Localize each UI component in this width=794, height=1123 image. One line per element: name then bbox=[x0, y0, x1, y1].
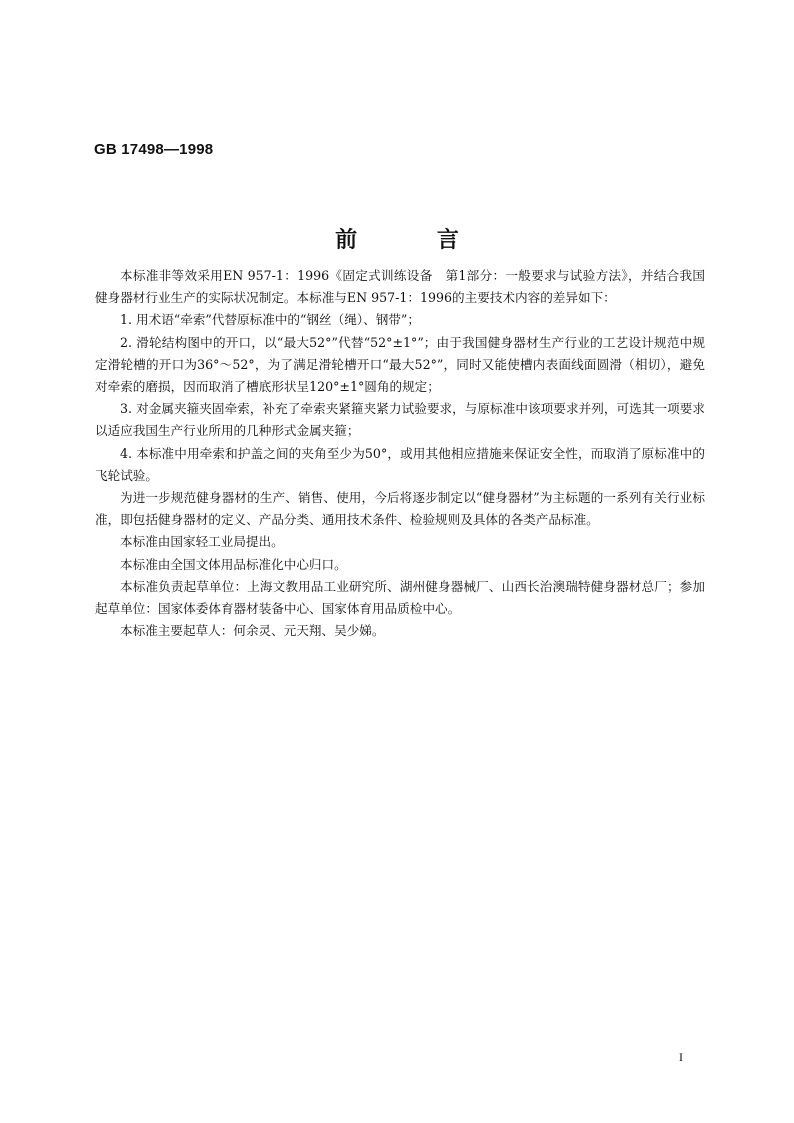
preface-paragraph: 本标准主要起草人：何余灵、元天翔、吴少娣。 bbox=[120, 623, 385, 639]
preface-paragraph: 本标准负责起草单位：上海文教用品工业研究所、湖州健身器械厂、山西长治澳瑞特健身器材总厂；参加起草单位：国家体委体育器材装备中心、国家体育用品质检中心。 bbox=[95, 578, 705, 617]
preface-body bbox=[95, 265, 705, 642]
page-title: 前 言 bbox=[335, 228, 495, 253]
page-number: I bbox=[679, 1050, 683, 1064]
preface-paragraph: 本标准由国家轻工业局提出。 bbox=[120, 534, 284, 550]
preface-paragraph: 3. 对金属夹箍夹固牵索，补充了牵索夹紧箍夹紧力试验要求，与原标准中该项要求并列，可选其一项要求以适应我国生产行业所用的几种形式金属夹箍； bbox=[95, 401, 705, 439]
preface-paragraph: 2. 滑轮结构图中的开口，以“最大52°”代替“52°±1°”；由于我国健身器材生产行业的工艺设计规范中规定滑轮槽的开口为36°～52°，为了满足滑轮槽开口“最大52°”，同时又能使槽内表面线面圆滑（相切），避免对牵索的磨损，因而取消了槽底形状呈120°±1°圆角的规定； bbox=[95, 334, 705, 395]
standard-code: GB 17498—1998 bbox=[94, 141, 214, 158]
preface-paragraph: 4. 本标准中用牵索和护盖之间的夹角至少为50°，或用其他相应措施来保证安全性，而取消了原标准中的飞轮试验。 bbox=[95, 445, 705, 483]
preface-paragraph: 本标准由全国文体用品标准化中心归口。 bbox=[120, 556, 347, 572]
preface-paragraph: 为进一步规范健身器材的生产、销售、使用，今后将逐步制定以“健身器材”为主标题的一系列有关行业标准，即包括健身器材的定义、产品分类、通用技术条件、检验规则及具体的各类产品标准。 bbox=[95, 490, 705, 528]
preface-paragraph: 1. 用术语“牵索”代替原标准中的“钢丝（绳）、钢带”； bbox=[120, 312, 420, 328]
preface-paragraph: 本标准非等效采用EN 957-1：1996《固定式训练设备 第1部分：一般要求与试验方法》，并结合我国健身器材行业生产的实际状况制定。本标准与EN 957-1：1996的主要技术内容的差异如下： bbox=[95, 268, 705, 306]
